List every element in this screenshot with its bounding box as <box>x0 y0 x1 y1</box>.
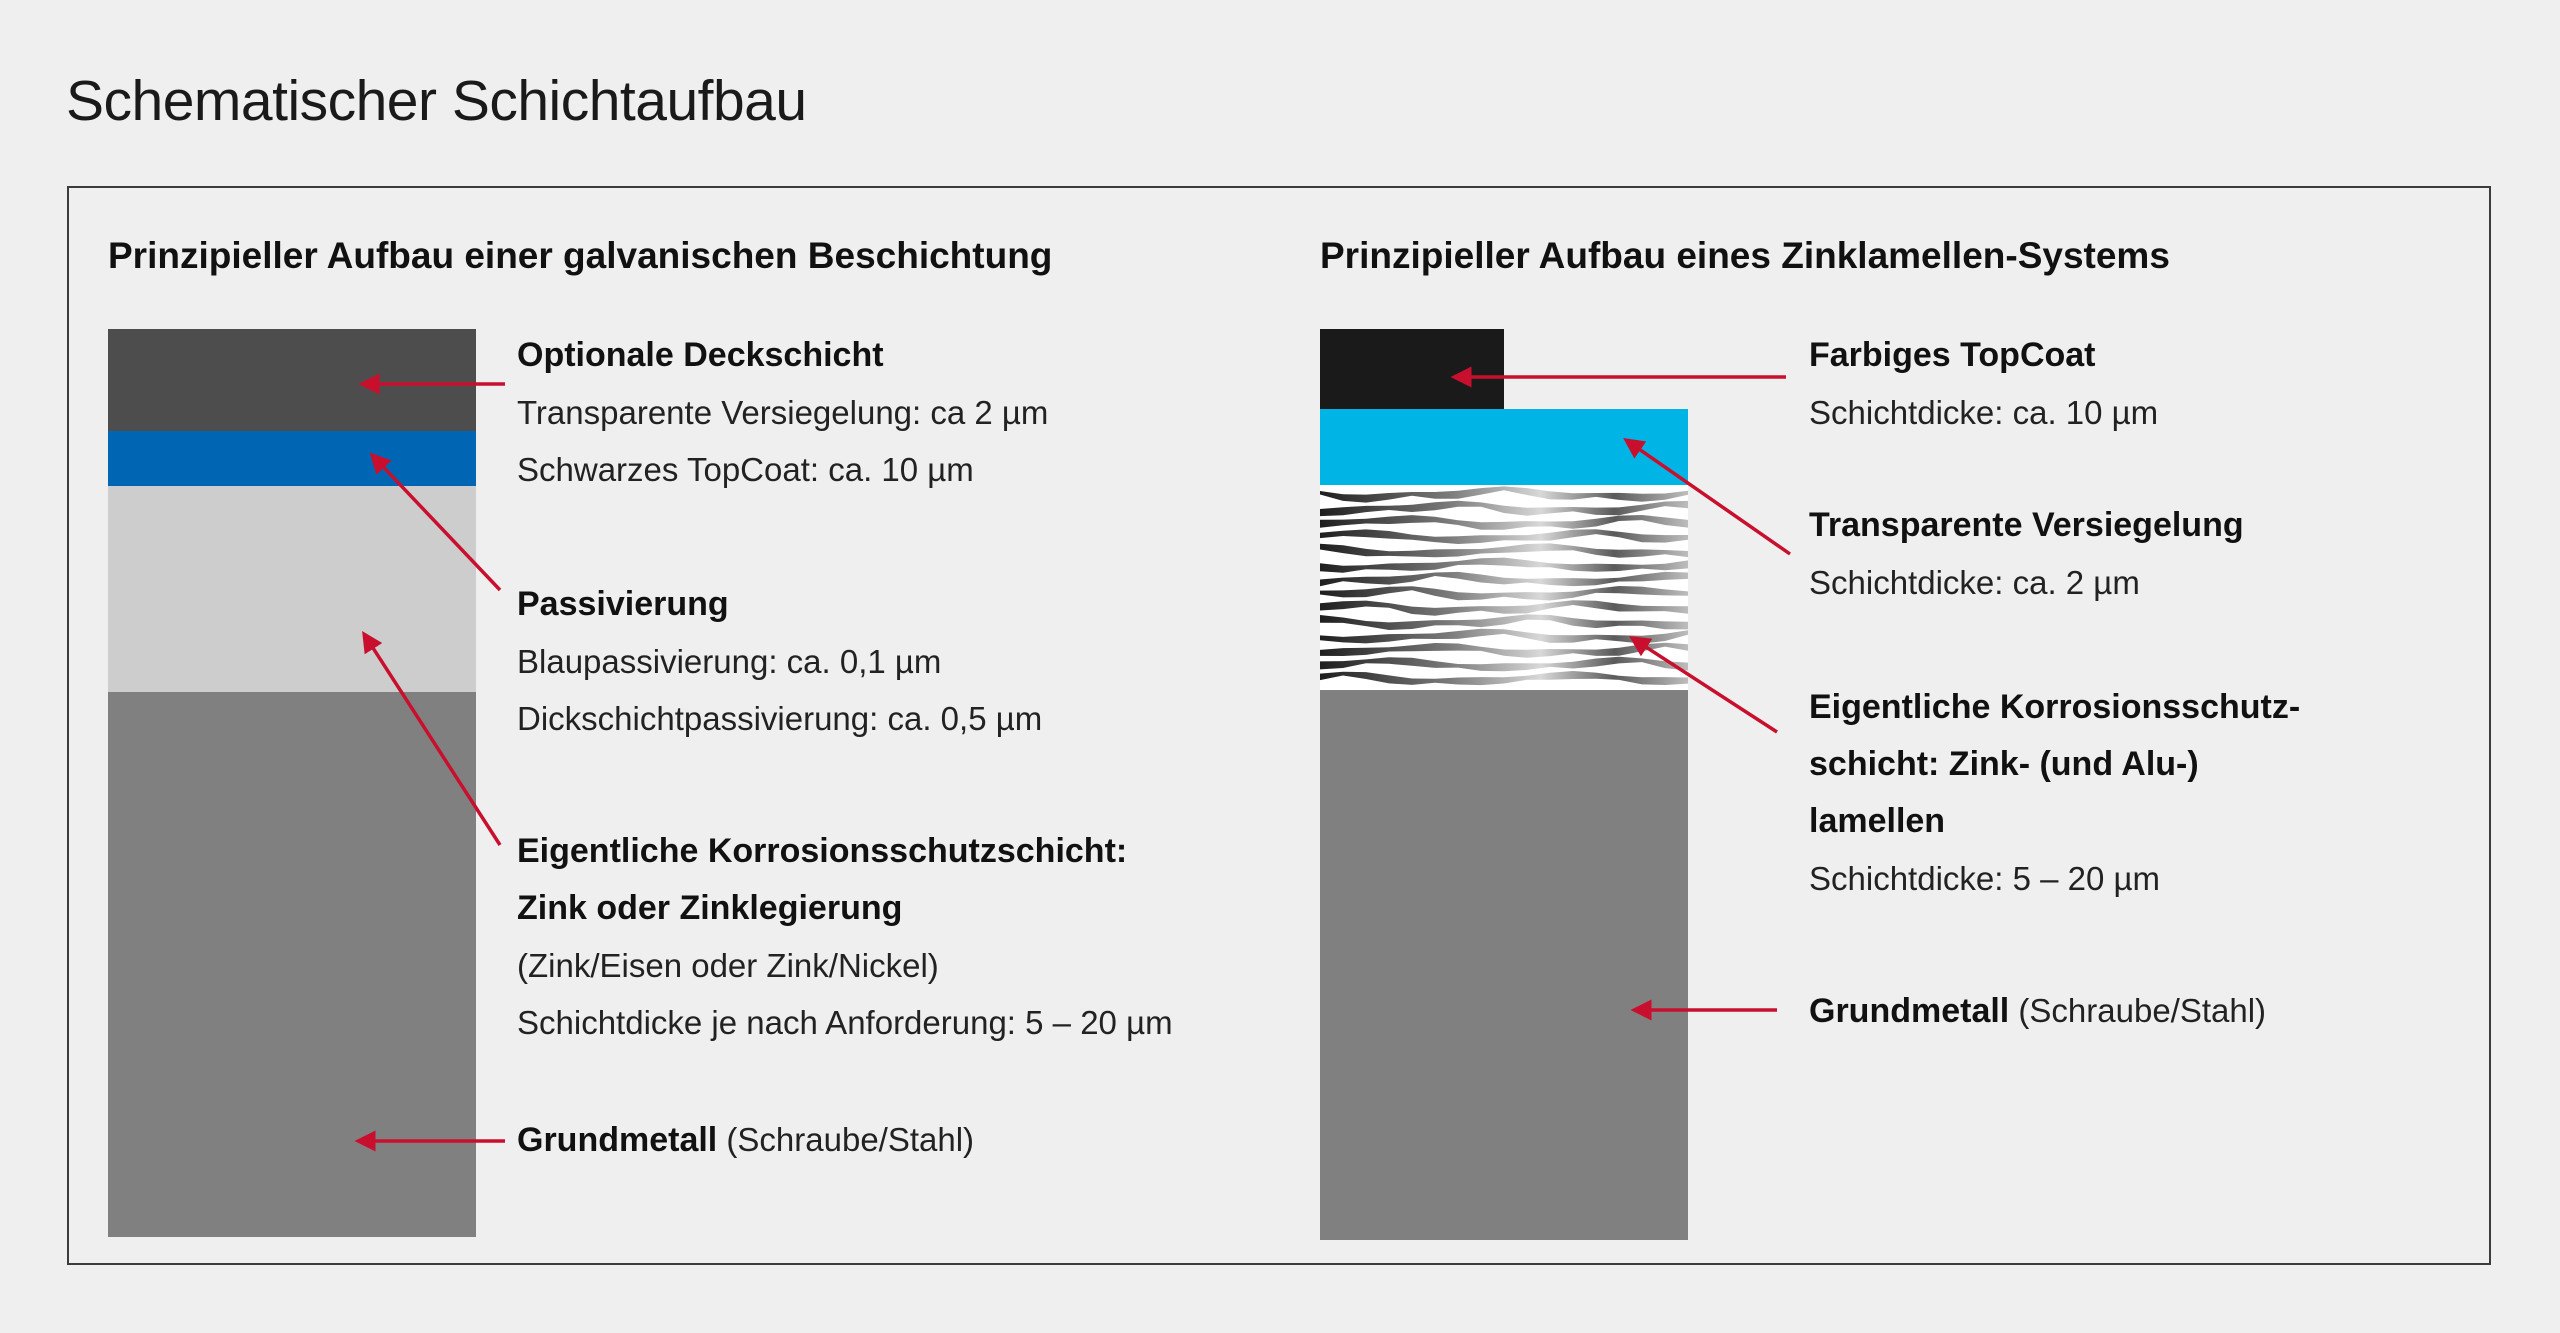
label-grundmetall-heading: Grundmetall <box>517 1121 718 1159</box>
label-farbiges-topcoat-heading: Farbiges TopCoat <box>1809 336 2096 374</box>
label-korrosionsschutz-heading1: Eigentliche Korrosionsschutzschicht: <box>517 832 1128 870</box>
arrow-transparente-versiegelung <box>1626 440 1790 554</box>
label-zinklamellen-heading1: Eigentliche Korrosionsschutz- <box>1809 688 2301 726</box>
label-grundmetall-text: (Schraube/Stahl) <box>717 1121 975 1158</box>
arrow-zinklamellen <box>1632 638 1777 732</box>
label-transparente-versiegelung-line1: Schichtdicke: ca. 2 µm <box>1809 564 2140 601</box>
label-zinklamellen-line1: Schichtdicke: 5 – 20 µm <box>1809 860 2161 897</box>
label-deckschicht-heading: Optionale Deckschicht <box>517 336 884 374</box>
label-korrosionsschutz-heading2: Zink oder Zinklegierung <box>517 889 903 927</box>
label-passivierung-heading: Passivierung <box>517 585 729 623</box>
label-transparente-versiegelung-heading: Transparente Versiegelung <box>1809 506 2244 544</box>
label-deckschicht-line1: Transparente Versiegelung: ca 2 µm <box>517 394 1049 431</box>
zinklamellen-section-title: Prinzipieller Aufbau eines Zinklamellen-Systems <box>1320 235 2170 276</box>
arrow-korrosionsschutz <box>364 634 500 845</box>
label-deckschicht-line2: Schwarzes TopCoat: ca. 10 µm <box>517 451 974 488</box>
label-grundmetall-zl-text: (Schraube/Stahl) <box>2009 992 2267 1029</box>
label-korrosionsschutz-line1: (Zink/Eisen oder Zink/Nickel) <box>517 947 939 984</box>
label-zinklamellen-heading3: lamellen <box>1809 802 1946 840</box>
label-farbiges-topcoat-line1: Schichtdicke: ca. 10 µm <box>1809 394 2159 431</box>
label-korrosionsschutz-line2: Schichtdicke je nach Anforderung: 5 – 20 µm <box>517 1004 1173 1041</box>
galvanic-section-title: Prinzipieller Aufbau einer galvanischen Beschichtung <box>108 235 1053 276</box>
label-passivierung-line2: Dickschichtpassivierung: ca. 0,5 µm <box>517 700 1043 737</box>
label-grundmetall-zl-heading: Grundmetall <box>1809 992 2010 1030</box>
label-passivierung-line1: Blaupassivierung: ca. 0,1 µm <box>517 643 942 680</box>
page-title: Schematischer Schichtaufbau <box>66 69 807 133</box>
label-zinklamellen-heading2: schicht: Zink- (und Alu-) <box>1809 745 2199 783</box>
arrow-passivierung <box>372 455 500 590</box>
